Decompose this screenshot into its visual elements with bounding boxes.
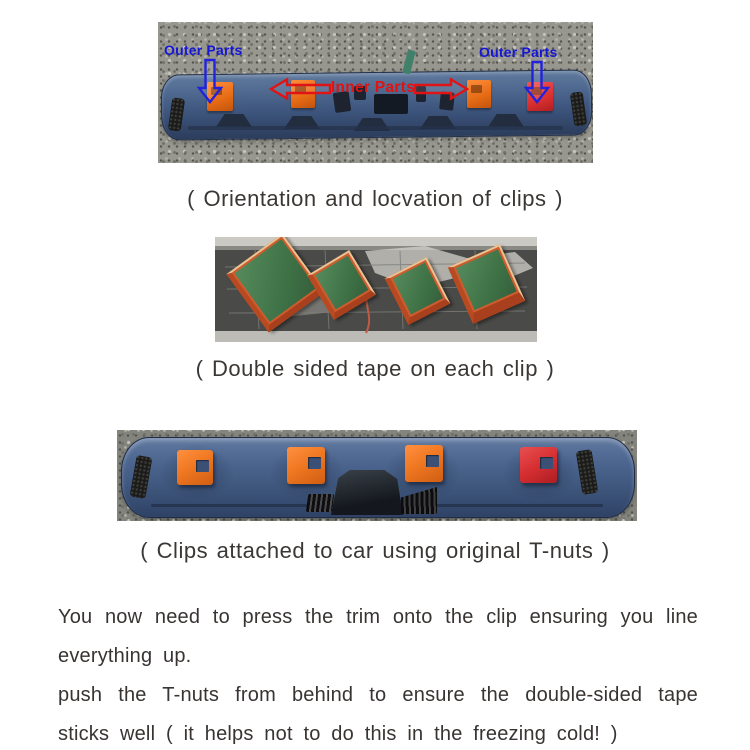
- label-outer-parts-right: Outer Parts: [479, 44, 558, 60]
- caption-tape: ( Double sided tape on each clip ): [195, 356, 555, 381]
- instruction-line: You now need to press the trim onto the clip ensuring you line: [58, 606, 698, 628]
- label-inner-parts: Inner Parts: [330, 79, 416, 96]
- attached-clip-red: [520, 447, 557, 483]
- instruction-text: [58, 598, 698, 750]
- t-nut-notch: [426, 455, 439, 467]
- license-light-housing: [331, 470, 403, 515]
- t-nut-notch: [540, 457, 553, 469]
- attached-clip-orange-1: [177, 450, 213, 485]
- down-arrow-icon: [199, 60, 221, 102]
- attached-clip-orange-3: [405, 445, 443, 482]
- right-arrow-icon: [415, 80, 467, 99]
- instruction-line: everything up.: [58, 645, 192, 667]
- caption-attached: ( Clips attached to car using original T-nuts ): [140, 538, 610, 563]
- label-outer-parts-left: Outer Parts: [164, 42, 243, 58]
- attached-clip-orange-2: [287, 447, 325, 484]
- instruction-line: push the T-nuts from behind to ensure the double-sided tape: [58, 684, 698, 706]
- caption-orientation: ( Orientation and locvation of clips ): [187, 186, 563, 211]
- left-arrow-icon: [271, 80, 330, 99]
- t-nut-notch: [196, 460, 209, 472]
- instruction-line: sticks well ( it helps not to do this in the freezing cold! ): [58, 723, 618, 745]
- photo-clips-attached: [117, 430, 637, 521]
- down-arrow-icon: [526, 62, 548, 102]
- photo-clip-orientation: [158, 22, 593, 163]
- ribbed-boot-left: [306, 494, 335, 512]
- t-nut-notch: [308, 457, 321, 469]
- photo-double-sided-tape: [215, 237, 537, 342]
